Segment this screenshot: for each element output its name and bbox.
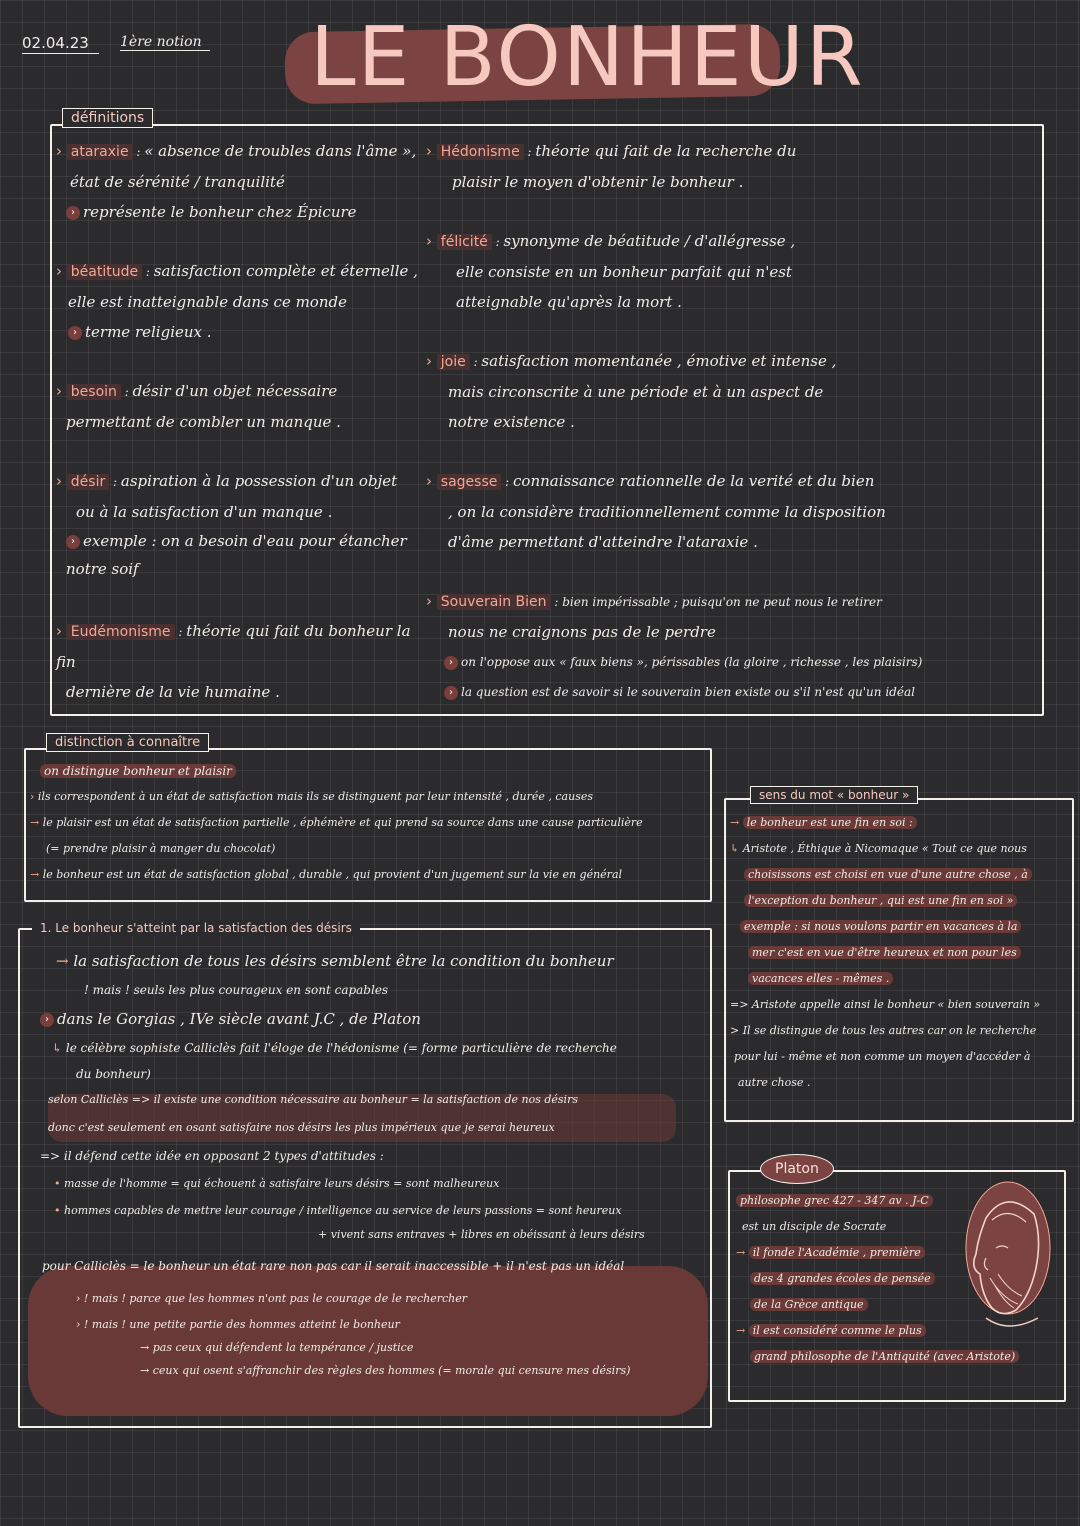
def-sagesse: › sagesse : connaissance rationnelle de la verité et du bien , on la considère traditionnellement comme la disposition d'âme permettant d'atteindre l'ataraxie .	[426, 472, 886, 551]
section1-label: 1. Le bonheur s'atteint par la satisfaction des désirs	[32, 920, 360, 936]
def-hedonisme: › Hédonisme : théorie qui fait de la recherche du plaisir le moyen d'obtenir le bonheur .	[426, 142, 797, 191]
term-joie: joie	[437, 354, 470, 370]
arrow-icon: ›	[444, 686, 458, 700]
definitions-left-column	[56, 136, 426, 707]
platon-content: philosophe grec 427 - 347 av . J-C est un disciple de Socrate → il fonde l'Académie , première des 4 grandes écoles de pensée de la Grèce antique → il est considéré comme le plus grand philosophe de l'Antiquité (avec Aristote)	[736, 1188, 976, 1370]
definitions-right-column	[426, 136, 1036, 707]
notion-tag	[120, 34, 210, 51]
sens-content: → le bonheur est une fin en soi : ↳ Aristote , Éthique à Nicomaque « Tout ce que nous choisissons est choisi en vue d'une autre chose , à l'exception du bonheur , qui est une fin en soi » exemple : si nous voulons partir en vacances à la mer c'est en vue d'être heureux et non pour les vacances elles - mêmes . => Aristote appelle ainsi le bonheur « bien souverain » > Il se distingue de tous les autres car on le recherche pour lui - même et non comme un moyen d'accéder à autre chose .	[730, 816, 1041, 1089]
platon-portrait-icon	[956, 1178, 1056, 1348]
arrow-icon: ›	[40, 1013, 54, 1027]
term-beatitude: béatitude	[67, 264, 142, 280]
term-souverain-bien: Souverain Bien	[437, 594, 551, 610]
sens-label: sens du mot « bonheur »	[750, 786, 918, 804]
def-beatitude: › béatitude : satisfaction complète et éternelle , elle est inatteignable dans ce monde › terme religieux .	[56, 262, 418, 341]
term-desir: désir	[67, 474, 109, 490]
arrow-icon: ›	[66, 206, 80, 220]
arrow-icon: ›	[68, 326, 82, 340]
term-sagesse: sagesse	[437, 474, 502, 490]
distinction-label: distinction à connaître	[46, 733, 209, 752]
def-besoin: › besoin : désir d'un objet nécessaire permettant de combler un manque .	[56, 382, 341, 431]
page-title: LE BONHEUR	[310, 10, 865, 105]
term-felicite: félicité	[437, 234, 492, 250]
definitions-label: définitions	[62, 108, 153, 128]
distinction-content: on distingue bonheur et plaisir › ils correspondent à un état de satisfaction mais ils se distinguent par leur intensité , durée , causes → le plaisir est un état de satisfaction partielle , éphémère et qui prend sa source dans une cause particulière (= prendre plaisir à manger du chocolat) → le bonheur est un état de satisfaction global , durable , qui provient d'un jugement sur la vie en général	[30, 764, 643, 881]
notion-text: 1ère notion	[120, 34, 202, 50]
arrow-icon: ›	[66, 535, 80, 549]
platon-label-text: Platon	[775, 1161, 819, 1177]
term-besoin: besoin	[67, 384, 121, 400]
def-ataraxie: › ataraxie : « absence de troubles dans l'âme », état de sérénité / tranquilité › représente le bonheur chez Épicure	[56, 142, 417, 221]
term-ataraxie: ataraxie	[67, 144, 133, 160]
def-souverain-bien: › Souverain Bien : bien impérissable ; puisqu'on ne peut nous le retirer nous ne craignons pas de le perdre › on l'oppose aux « faux biens », périssables (la gloire , richesse , les plaisirs) › la question est de savoir si le souverain bien existe ou s'il n'est qu'un idéal	[426, 592, 923, 699]
date-text: 02.04.23	[22, 34, 89, 52]
def-desir: › désir : aspiration à la possession d'un objet ou à la satisfaction d'un manque . › exemple : on a besoin d'eau pour étancher notre soif	[56, 472, 407, 578]
term-eudemonisme: Eudémonisme	[67, 624, 175, 640]
def-eudemonisme: › Eudémonisme : théorie qui fait du bonheur la fin dernière de la vie humaine .	[56, 622, 411, 701]
term-hedonisme: Hédonisme	[437, 144, 524, 160]
def-felicite: › félicité : synonyme de béatitude / d'allégresse , elle consiste en un bonheur parfait qui n'est atteignable qu'après la mort .	[426, 232, 796, 311]
section1-content: → la satisfaction de tous les désirs semblent être la condition du bonheur ! mais ! seuls les plus courageux en sont capables › dans le Gorgias , IVe siècle avant J.C , de Platon ↳ le célèbre sophiste Calliclès fait l'éloge de l'hédonisme (= forme particulière de recherche du bonheur) selon Calliclès => il existe une condition nécessaire au bonheur = la satisfaction de nos désirs donc c'est seulement en osant satisfaire nos désirs les plus impérieux que je serai heureux => il défend cette idée en opposant 2 types d'attitudes : • masse de l'homme = qui échouent à satisfaire leurs désirs = sont malheureux • hommes capables de mettre leur courage / intelligence au service de leurs passions = sont heureux + vivent sans entraves + libres en obéissant à leurs désirs pour Calliclès = le bonheur un état rare non pas car il serait inaccessible + il n'est pas un idéal › ! mais ! parce que les hommes n'ont pas le courage de le rechercher › ! mais ! une petite partie des hommes atteint le bonheur → pas ceux qui défendent la tempérance / justice → ceux qui osent s'affranchir des règles des hommes (= morale qui censure mes désirs)	[40, 952, 645, 1377]
platon-label	[760, 1154, 834, 1184]
def-joie: › joie : satisfaction momentanée , émotive et intense , mais circonscrite à une période et à un aspect de notre existence .	[426, 352, 837, 431]
arrow-icon: ›	[444, 656, 458, 670]
date	[22, 34, 99, 54]
